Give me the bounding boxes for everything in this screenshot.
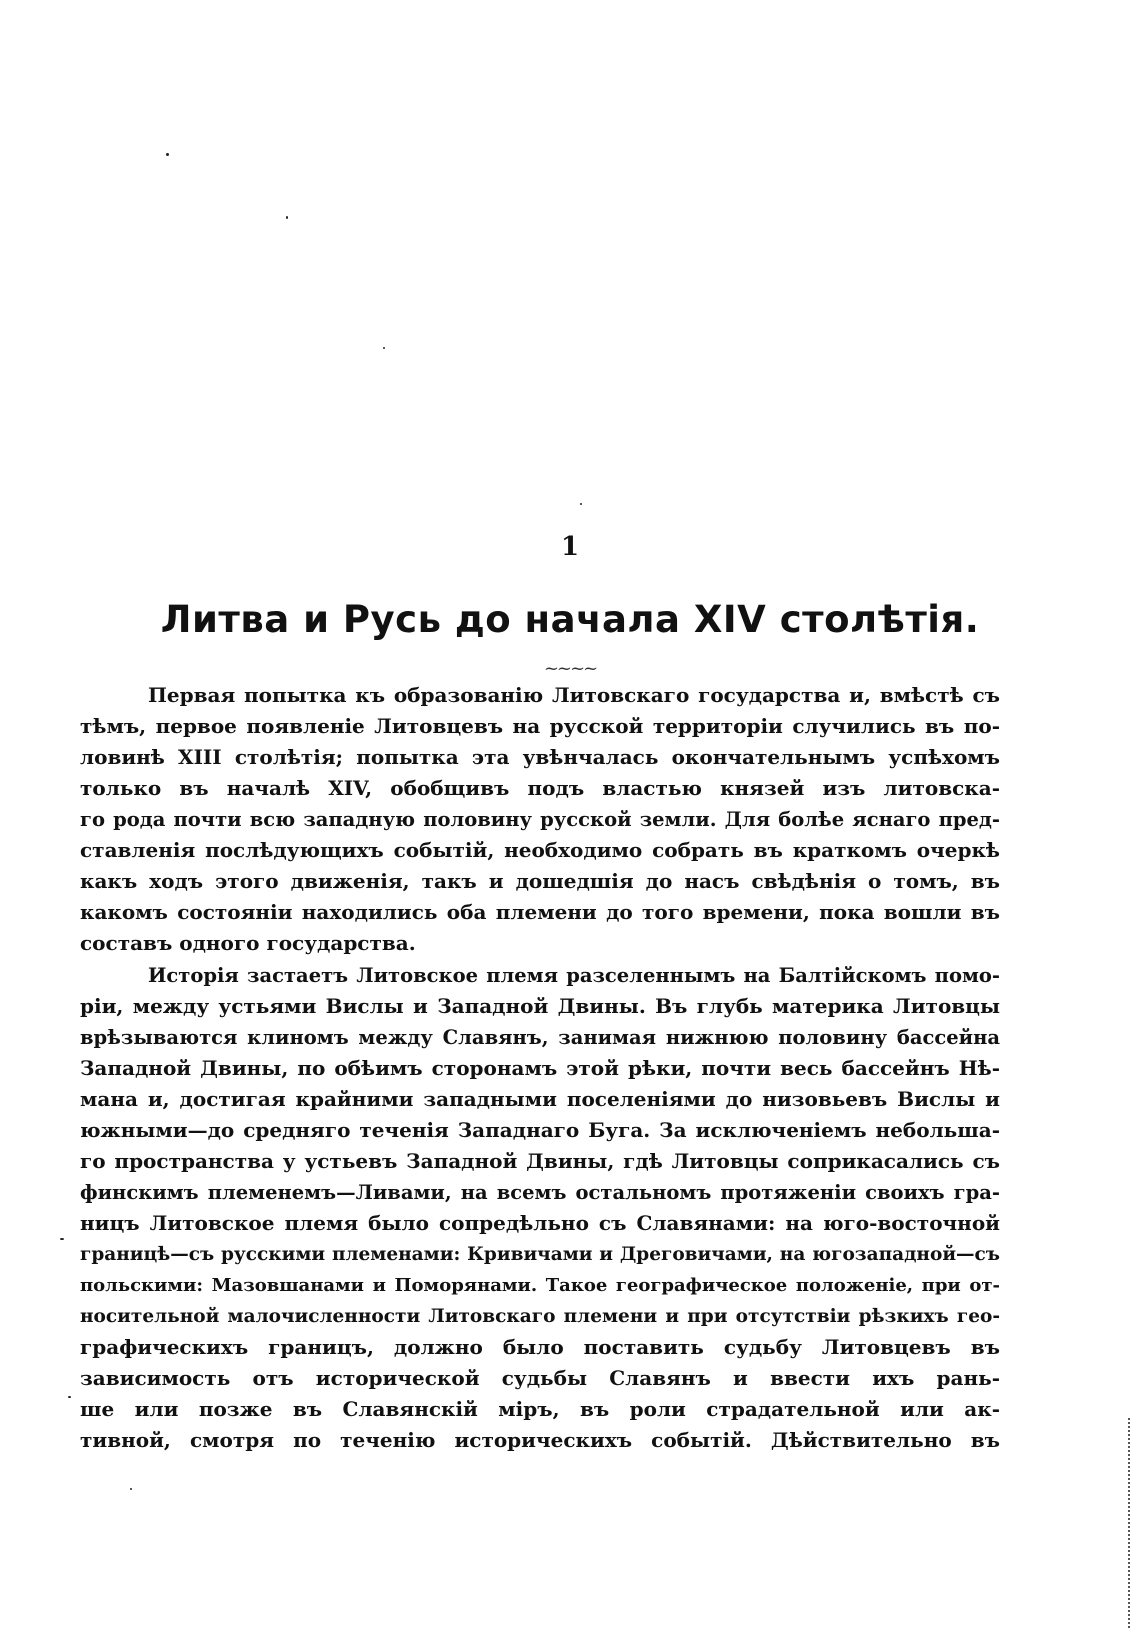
text-line: зависимость отъ исторической судьбы Славянъ и ввести ихъ рань- (80, 1366, 1000, 1390)
scan-speck (68, 1396, 71, 1398)
text-line: ницъ Литовское племя было сопредѣльно съ Славянами: на юго-восточной (80, 1211, 1000, 1235)
text-line: врѣзываются клиномъ между Славянъ, занимая нижнюю половину бассейна (80, 1026, 1000, 1049)
text-line: ше или позже въ Славянскій міръ, въ роли страдательной или ак- (80, 1397, 1000, 1421)
text-line: Первая попытка къ образованію Литовскаго государства и, вмѣстѣ съ (148, 683, 1000, 707)
text-line: составъ одного государства. (80, 931, 416, 955)
scan-speck (130, 1488, 132, 1490)
scan-speck (166, 153, 169, 156)
chapter-title: Литва и Русь до начала XIV столѣтія. (160, 598, 980, 641)
text-line: тивной, смотря по теченію историческихъ событій. Дѣйствительно въ (80, 1428, 1000, 1452)
title-ornament: ~~~~ (543, 658, 597, 679)
text-line: только въ началѣ XIV, обобщивъ подъ властью князей изъ литовска- (80, 776, 1000, 800)
text-line: графическихъ границъ, должно было поставить судьбу Литовцевъ въ (80, 1335, 1000, 1359)
chapter-number: 1 (560, 532, 580, 562)
scan-speck (383, 347, 385, 349)
text-line: носительной малочисленности Литовскаго племени и при отсутствіи рѣзкихъ гео- (80, 1306, 1000, 1327)
scan-speck (580, 503, 582, 505)
text-line: финскимъ племенемъ—Ливами, на всемъ остальномъ протяженіи своихъ гра- (80, 1181, 1000, 1204)
text-line: какъ ходъ этого движенія, такъ и дошедшія до насъ свѣдѣнія о томъ, въ (80, 869, 1000, 893)
text-line: какомъ состояніи находились оба племени до того времени, пока вошли въ (80, 900, 1000, 924)
text-line: тѣмъ, первое появленіе Литовцевъ на русской территоріи случились въ по- (80, 714, 1000, 738)
text-line: Западной Двины, по обѣимъ сторонамъ этой рѣки, почти весь бассейнъ Нѣ- (80, 1056, 1000, 1080)
text-line: ріи, между устьями Вислы и Западной Двины. Въ глубь материка Литовцы (80, 994, 1000, 1018)
text-line: границѣ—съ русскими племенами: Кривичами и Дреговичами, на югозападной—съ (80, 1244, 1000, 1265)
text-line: го пространства у устьевъ Западной Двины, гдѣ Литовцы соприкасались съ (80, 1149, 1000, 1173)
text-line: польскими: Мазовшанами и Поморянами. Такое географическое положеніе, при от- (80, 1275, 1000, 1296)
text-line: Исторія застаетъ Литовское племя разселеннымъ на Балтійскомъ помо- (148, 964, 1000, 987)
text-line: южными—до средняго теченія Западнаго Буга. За исключеніемъ небольша- (80, 1118, 1000, 1142)
text-line: го рода почти всю западную половину русской земли. Для болѣе яснаго пред- (80, 808, 1000, 831)
scan-edge-mark (1128, 1418, 1132, 1628)
scan-speck (60, 1238, 64, 1240)
text-line: мана и, достигая крайними западными поселеніями до низовьевъ Вислы и (80, 1087, 1000, 1111)
text-line: ловинѣ XIII столѣтія; попытка эта увѣнчалась окончательнымъ успѣхомъ (80, 745, 1000, 769)
scan-speck (286, 216, 288, 219)
text-line: ставленія послѣдующихъ событій, необходимо собрать въ краткомъ очеркѣ (80, 838, 1000, 862)
